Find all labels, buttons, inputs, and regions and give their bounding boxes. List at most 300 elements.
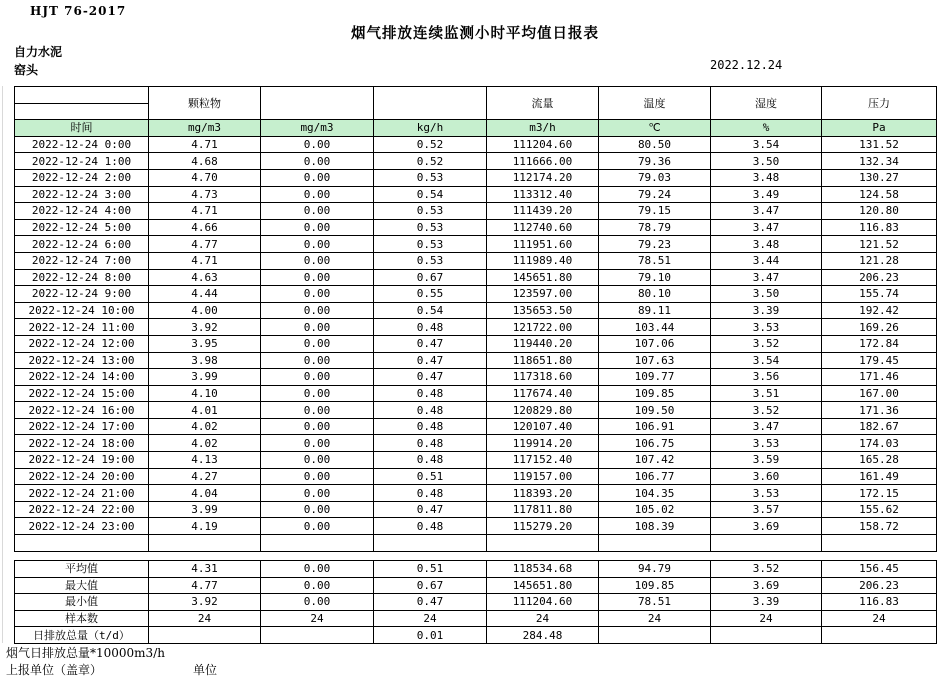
value-cell: 174.03 (822, 435, 937, 452)
summary-value-cell: 24 (822, 610, 937, 627)
group-header-cell (261, 87, 374, 120)
value-cell: 0.48 (374, 319, 487, 336)
value-cell: 109.50 (599, 402, 711, 419)
value-cell: 107.06 (599, 335, 711, 352)
value-cell: 107.63 (599, 352, 711, 369)
hour-row (15, 468, 937, 485)
summary-value-cell (261, 627, 374, 644)
summary-value-cell: 111204.60 (487, 594, 599, 611)
summary-value-cell: 156.45 (822, 561, 937, 578)
value-cell: 116.83 (822, 219, 937, 236)
value-cell: 119440.20 (487, 335, 599, 352)
value-cell: 115279.20 (487, 518, 599, 535)
hour-row (15, 136, 937, 153)
value-cell: 4.13 (149, 452, 261, 469)
value-cell: 161.49 (822, 468, 937, 485)
time-cell: 2022-12-24 4:00 (15, 203, 149, 220)
value-cell: 3.39 (711, 302, 822, 319)
value-cell: 0.00 (261, 153, 374, 170)
value-cell: 131.52 (822, 136, 937, 153)
value-cell: 3.53 (711, 319, 822, 336)
time-cell: 2022-12-24 6:00 (15, 236, 149, 253)
summary-value-cell: 118534.68 (487, 561, 599, 578)
value-cell: 167.00 (822, 385, 937, 402)
time-cell: 2022-12-24 14:00 (15, 369, 149, 386)
time-cell: 2022-12-24 15:00 (15, 385, 149, 402)
value-cell: 112740.60 (487, 219, 599, 236)
value-cell: 4.77 (149, 236, 261, 253)
hour-row (15, 369, 937, 386)
value-cell: 0.00 (261, 485, 374, 502)
value-cell: 4.01 (149, 402, 261, 419)
value-cell: 0.54 (374, 186, 487, 203)
value-cell: 0.52 (374, 136, 487, 153)
summary-value-cell: 4.77 (149, 577, 261, 594)
value-cell: 3.51 (711, 385, 822, 402)
value-cell: 4.19 (149, 518, 261, 535)
value-cell: 0.53 (374, 169, 487, 186)
value-cell: 0.48 (374, 385, 487, 402)
summary-label-cell: 最小值 (15, 594, 149, 611)
value-cell: 4.73 (149, 186, 261, 203)
time-cell: 2022-12-24 1:00 (15, 153, 149, 170)
value-cell: 107.42 (599, 452, 711, 469)
hour-row (15, 302, 937, 319)
value-cell: 79.10 (599, 269, 711, 286)
value-cell: 0.53 (374, 236, 487, 253)
summary-value-cell (599, 627, 711, 644)
hour-row (15, 219, 937, 236)
summary-value-cell: 24 (599, 610, 711, 627)
value-cell: 106.77 (599, 468, 711, 485)
summary-label-cell: 日排放总量（t/d） (15, 627, 149, 644)
value-cell: 0.47 (374, 352, 487, 369)
group-header-cell: 湿度 (711, 87, 822, 120)
time-cell: 2022-12-24 3:00 (15, 186, 149, 203)
time-cell: 2022-12-24 13:00 (15, 352, 149, 369)
summary-row (15, 561, 937, 578)
value-cell: 109.85 (599, 385, 711, 402)
time-cell: 2022-12-24 17:00 (15, 418, 149, 435)
value-cell: 0.00 (261, 518, 374, 535)
time-cell: 2022-12-24 0:00 (15, 136, 149, 153)
value-cell: 206.23 (822, 269, 937, 286)
time-cell: 2022-12-24 11:00 (15, 319, 149, 336)
value-cell: 155.62 (822, 501, 937, 518)
reporting-unit-label: 上报单位（盖章） (6, 663, 103, 677)
value-cell: 111666.00 (487, 153, 599, 170)
value-cell: 4.71 (149, 203, 261, 220)
summary-value-cell: 0.47 (374, 594, 487, 611)
value-cell: 3.48 (711, 236, 822, 253)
value-cell: 0.00 (261, 203, 374, 220)
value-cell: 80.50 (599, 136, 711, 153)
unit-header-cell: Pa (822, 120, 937, 137)
summary-value-cell: 24 (261, 610, 374, 627)
empty-cell (15, 535, 149, 552)
value-cell: 3.56 (711, 369, 822, 386)
value-cell: 4.70 (149, 169, 261, 186)
summary-value-cell: 78.51 (599, 594, 711, 611)
value-cell: 106.91 (599, 418, 711, 435)
summary-row (15, 594, 937, 611)
value-cell: 79.24 (599, 186, 711, 203)
time-cell: 2022-12-24 18:00 (15, 435, 149, 452)
value-cell: 0.00 (261, 418, 374, 435)
value-cell: 3.47 (711, 269, 822, 286)
value-cell: 0.48 (374, 402, 487, 419)
summary-value-cell: 0.00 (261, 561, 374, 578)
value-cell: 117811.80 (487, 501, 599, 518)
value-cell: 0.00 (261, 236, 374, 253)
hour-row (15, 319, 937, 336)
empty-cell (374, 535, 487, 552)
value-cell: 3.57 (711, 501, 822, 518)
value-cell: 4.44 (149, 286, 261, 303)
standard-code: HJT 76-2017 (30, 4, 127, 18)
empty-cell (487, 535, 599, 552)
unit-header-cell: m3/h (487, 120, 599, 137)
value-cell: 113312.40 (487, 186, 599, 203)
value-cell: 79.15 (599, 203, 711, 220)
time-cell: 2022-12-24 22:00 (15, 501, 149, 518)
page-edge-line (2, 86, 3, 643)
hour-row (15, 418, 937, 435)
value-cell: 172.15 (822, 485, 937, 502)
value-cell: 3.59 (711, 452, 822, 469)
value-cell: 4.00 (149, 302, 261, 319)
summary-table (14, 560, 937, 644)
hour-row (15, 269, 937, 286)
value-cell: 4.66 (149, 219, 261, 236)
value-cell: 120829.80 (487, 402, 599, 419)
value-cell: 119914.20 (487, 435, 599, 452)
value-cell: 135653.50 (487, 302, 599, 319)
group-header-cell: 颗粒物 (149, 87, 261, 120)
value-cell: 3.99 (149, 501, 261, 518)
hour-row (15, 335, 937, 352)
value-cell: 3.98 (149, 352, 261, 369)
hour-row (15, 286, 937, 303)
summary-value-cell: 94.79 (599, 561, 711, 578)
empty-cell (599, 535, 711, 552)
value-cell: 3.47 (711, 418, 822, 435)
value-cell: 105.02 (599, 501, 711, 518)
report-title: 烟气排放连续监测小时平均值日报表 (351, 25, 599, 42)
value-cell: 4.63 (149, 269, 261, 286)
value-cell: 165.28 (822, 452, 937, 469)
time-cell: 2022-12-24 12:00 (15, 335, 149, 352)
report-date: 2022.12.24 (710, 58, 783, 72)
value-cell: 0.48 (374, 452, 487, 469)
summary-value-cell: 0.67 (374, 577, 487, 594)
value-cell: 169.26 (822, 319, 937, 336)
summary-value-cell: 0.00 (261, 594, 374, 611)
time-cell: 2022-12-24 8:00 (15, 269, 149, 286)
value-cell: 171.36 (822, 402, 937, 419)
company-name: 自力水泥 (14, 45, 63, 59)
summary-row (15, 627, 937, 644)
empty-cell (149, 535, 261, 552)
value-cell: 79.23 (599, 236, 711, 253)
summary-label-cell: 最大值 (15, 577, 149, 594)
value-cell: 0.53 (374, 219, 487, 236)
value-cell: 0.00 (261, 435, 374, 452)
summary-value-cell: 24 (374, 610, 487, 627)
unit-header-cell: ℃ (599, 120, 711, 137)
value-cell: 3.69 (711, 518, 822, 535)
value-cell: 119157.00 (487, 468, 599, 485)
value-cell: 0.47 (374, 501, 487, 518)
value-cell: 0.51 (374, 468, 487, 485)
hour-row (15, 203, 937, 220)
value-cell: 3.47 (711, 203, 822, 220)
summary-value-cell (822, 627, 937, 644)
time-cell: 2022-12-24 7:00 (15, 252, 149, 269)
value-cell: 132.34 (822, 153, 937, 170)
value-cell: 4.71 (149, 252, 261, 269)
summary-value-cell: 0.00 (261, 577, 374, 594)
summary-value-cell: 284.48 (487, 627, 599, 644)
value-cell: 118651.80 (487, 352, 599, 369)
value-cell: 0.00 (261, 352, 374, 369)
summary-row (15, 610, 937, 627)
unit-label: 单位 (193, 663, 218, 677)
time-cell: 2022-12-24 19:00 (15, 452, 149, 469)
value-cell: 103.44 (599, 319, 711, 336)
value-cell: 3.53 (711, 485, 822, 502)
value-cell: 3.54 (711, 136, 822, 153)
value-cell: 0.00 (261, 269, 374, 286)
value-cell: 0.48 (374, 418, 487, 435)
hourly-data-table (14, 86, 937, 552)
value-cell: 3.52 (711, 335, 822, 352)
value-cell: 117674.40 (487, 385, 599, 402)
value-cell: 0.00 (261, 252, 374, 269)
group-header-cell: 压力 (822, 87, 937, 120)
value-cell: 112174.20 (487, 169, 599, 186)
hour-row (15, 518, 937, 535)
header-spacer-cell (15, 87, 149, 104)
value-cell: 111204.60 (487, 136, 599, 153)
time-cell: 2022-12-24 5:00 (15, 219, 149, 236)
value-cell: 4.02 (149, 418, 261, 435)
time-cell: 2022-12-24 9:00 (15, 286, 149, 303)
value-cell: 3.44 (711, 252, 822, 269)
value-cell: 0.00 (261, 302, 374, 319)
group-header-cell: 流量 (487, 87, 599, 120)
hour-row (15, 186, 937, 203)
value-cell: 0.00 (261, 369, 374, 386)
value-cell: 0.54 (374, 302, 487, 319)
time-cell: 2022-12-24 23:00 (15, 518, 149, 535)
time-cell: 2022-12-24 21:00 (15, 485, 149, 502)
value-cell: 0.53 (374, 252, 487, 269)
value-cell: 3.50 (711, 153, 822, 170)
value-cell: 3.99 (149, 369, 261, 386)
value-cell: 121722.00 (487, 319, 599, 336)
value-cell: 158.72 (822, 518, 937, 535)
time-cell: 2022-12-24 2:00 (15, 169, 149, 186)
value-cell: 117152.40 (487, 452, 599, 469)
value-cell: 4.71 (149, 136, 261, 153)
hour-row (15, 236, 937, 253)
value-cell: 192.42 (822, 302, 937, 319)
hour-row (15, 435, 937, 452)
empty-cell (711, 535, 822, 552)
value-cell: 111951.60 (487, 236, 599, 253)
hour-row (15, 501, 937, 518)
unit-header-cell: mg/m3 (149, 120, 261, 137)
value-cell: 3.53 (711, 435, 822, 452)
summary-value-cell: 116.83 (822, 594, 937, 611)
summary-value-cell: 24 (711, 610, 822, 627)
value-cell: 4.04 (149, 485, 261, 502)
summary-value-cell: 0.51 (374, 561, 487, 578)
value-cell: 155.74 (822, 286, 937, 303)
value-cell: 121.28 (822, 252, 937, 269)
summary-value-cell: 24 (487, 610, 599, 627)
value-cell: 108.39 (599, 518, 711, 535)
empty-cell (822, 535, 937, 552)
summary-value-cell: 3.39 (711, 594, 822, 611)
value-cell: 80.10 (599, 286, 711, 303)
value-cell: 120.80 (822, 203, 937, 220)
hour-row (15, 252, 937, 269)
summary-value-cell (711, 627, 822, 644)
summary-row (15, 577, 937, 594)
value-cell: 0.00 (261, 136, 374, 153)
value-cell: 182.67 (822, 418, 937, 435)
unit-header-row (15, 120, 937, 137)
summary-value-cell (149, 627, 261, 644)
value-cell: 145651.80 (487, 269, 599, 286)
value-cell: 3.92 (149, 319, 261, 336)
value-cell: 104.35 (599, 485, 711, 502)
value-cell: 111439.20 (487, 203, 599, 220)
summary-value-cell: 24 (149, 610, 261, 627)
summary-value-cell: 3.92 (149, 594, 261, 611)
hour-row (15, 402, 937, 419)
hour-row (15, 385, 937, 402)
value-cell: 78.51 (599, 252, 711, 269)
value-cell: 0.67 (374, 269, 487, 286)
hour-row (15, 352, 937, 369)
value-cell: 109.77 (599, 369, 711, 386)
value-cell: 0.00 (261, 319, 374, 336)
value-cell: 111989.40 (487, 252, 599, 269)
time-cell: 2022-12-24 16:00 (15, 402, 149, 419)
value-cell: 120107.40 (487, 418, 599, 435)
value-cell: 3.54 (711, 352, 822, 369)
value-cell: 0.48 (374, 435, 487, 452)
value-cell: 0.00 (261, 452, 374, 469)
value-cell: 0.48 (374, 518, 487, 535)
empty-cell (261, 535, 374, 552)
value-cell: 123597.00 (487, 286, 599, 303)
value-cell: 3.52 (711, 402, 822, 419)
value-cell: 0.52 (374, 153, 487, 170)
group-header-cell: 温度 (599, 87, 711, 120)
summary-label-cell: 样本数 (15, 610, 149, 627)
time-cell: 2022-12-24 20:00 (15, 468, 149, 485)
hour-row (15, 452, 937, 469)
value-cell: 130.27 (822, 169, 937, 186)
value-cell: 3.50 (711, 286, 822, 303)
value-cell: 4.68 (149, 153, 261, 170)
value-cell: 0.00 (261, 219, 374, 236)
value-cell: 0.47 (374, 335, 487, 352)
summary-value-cell: 3.69 (711, 577, 822, 594)
summary-value-cell: 145651.80 (487, 577, 599, 594)
summary-value-cell: 109.85 (599, 577, 711, 594)
value-cell: 0.00 (261, 286, 374, 303)
value-cell: 124.58 (822, 186, 937, 203)
header-spacer-cell (15, 103, 149, 120)
empty-row (15, 535, 937, 552)
monitoring-point: 窑头 (14, 63, 39, 77)
value-cell: 118393.20 (487, 485, 599, 502)
value-cell: 0.53 (374, 203, 487, 220)
value-cell: 4.02 (149, 435, 261, 452)
hour-row (15, 485, 937, 502)
value-cell: 179.45 (822, 352, 937, 369)
value-cell: 3.49 (711, 186, 822, 203)
daily-flow-total-note: 烟气日排放总量*10000m3/h (6, 646, 165, 660)
value-cell: 171.46 (822, 369, 937, 386)
value-cell: 106.75 (599, 435, 711, 452)
value-cell: 3.60 (711, 468, 822, 485)
value-cell: 3.47 (711, 219, 822, 236)
value-cell: 121.52 (822, 236, 937, 253)
hour-row (15, 169, 937, 186)
value-cell: 0.48 (374, 485, 487, 502)
time-header-cell: 时间 (15, 120, 149, 137)
hour-row (15, 153, 937, 170)
group-header-row (15, 87, 937, 104)
time-cell: 2022-12-24 10:00 (15, 302, 149, 319)
value-cell: 0.55 (374, 286, 487, 303)
value-cell: 0.00 (261, 468, 374, 485)
value-cell: 89.11 (599, 302, 711, 319)
summary-label-cell: 平均值 (15, 561, 149, 578)
unit-header-cell: kg/h (374, 120, 487, 137)
value-cell: 79.03 (599, 169, 711, 186)
unit-header-cell: mg/m3 (261, 120, 374, 137)
value-cell: 3.95 (149, 335, 261, 352)
summary-value-cell: 206.23 (822, 577, 937, 594)
value-cell: 78.79 (599, 219, 711, 236)
summary-value-cell: 3.52 (711, 561, 822, 578)
group-header-cell (374, 87, 487, 120)
value-cell: 0.00 (261, 402, 374, 419)
value-cell: 0.00 (261, 186, 374, 203)
value-cell: 117318.60 (487, 369, 599, 386)
summary-value-cell: 4.31 (149, 561, 261, 578)
value-cell: 0.47 (374, 369, 487, 386)
value-cell: 4.27 (149, 468, 261, 485)
value-cell: 172.84 (822, 335, 937, 352)
value-cell: 0.00 (261, 385, 374, 402)
summary-value-cell: 0.01 (374, 627, 487, 644)
value-cell: 3.48 (711, 169, 822, 186)
value-cell: 79.36 (599, 153, 711, 170)
unit-header-cell: % (711, 120, 822, 137)
value-cell: 0.00 (261, 169, 374, 186)
value-cell: 4.10 (149, 385, 261, 402)
value-cell: 0.00 (261, 335, 374, 352)
value-cell: 0.00 (261, 501, 374, 518)
